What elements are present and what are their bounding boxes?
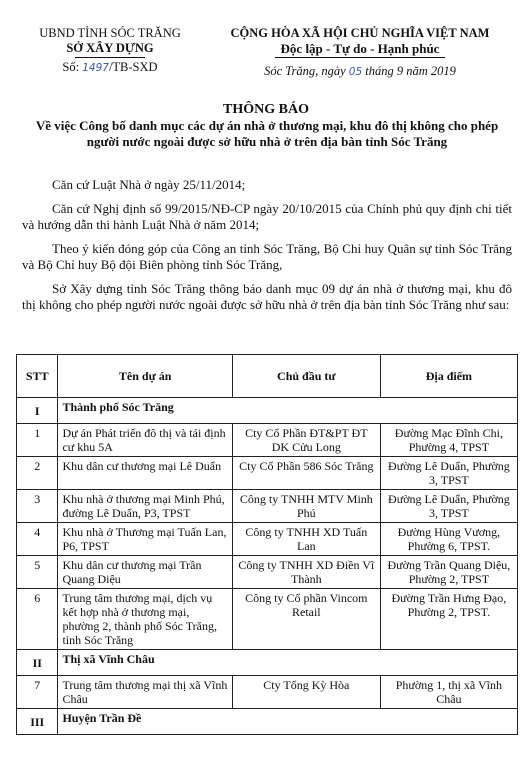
issue-date <box>200 64 520 80</box>
table-row <box>17 676 518 709</box>
date-day-handwritten: 05 <box>348 66 363 78</box>
doc-no-handwritten: 1497 <box>82 62 109 74</box>
motto-underline <box>275 57 445 58</box>
section-title: Thành phố Sóc Trăng <box>58 398 518 424</box>
row-investor: Công ty TNHH MTV Minh Phú <box>232 490 380 523</box>
row-investor: Công ty Cổ phần Vincom Retail <box>232 589 380 650</box>
row-location: Đường Mạc Đĩnh Chi, Phường 4, TPST <box>380 424 517 457</box>
section-row <box>17 650 518 676</box>
row-project-name: Trung tâm thương mại thị xã Vĩnh Châu <box>58 676 232 709</box>
row-stt: 5 <box>17 556 58 589</box>
row-location: Đường Trần Quang Diệu, Phường 2, TPST <box>380 556 517 589</box>
header-investor: Chủ đầu tư <box>232 355 380 398</box>
row-project-name: Khu dân cư thương mại Trần Quang Diệu <box>58 556 232 589</box>
row-stt: 1 <box>17 424 58 457</box>
doc-no-suffix: /TB-SXD <box>108 60 158 74</box>
table-row <box>17 490 518 523</box>
national-motto: Độc lập - Tự do - Hạnh phúc <box>280 41 440 56</box>
document-number <box>20 60 200 76</box>
header-project-name: Tên dự án <box>58 355 232 398</box>
section-number: III <box>17 709 58 735</box>
row-location: Đường Hùng Vương, Phường 6, TPST. <box>380 523 517 556</box>
row-investor: Công ty TNHH XD Điền Vĩ Thành <box>232 556 380 589</box>
section-title: Thị xã Vĩnh Châu <box>58 650 518 676</box>
document-subject: Về việc Công bố danh mục các dự án nhà ở thương mại, khu đô thị không cho phép người nước ngoài được sở hữu nhà ở trên địa bàn tỉnh Sóc Trăng <box>35 118 499 149</box>
country-name: CỘNG HÒA XÃ HỘI CHỦ NGHĨA VIỆT NAM <box>230 26 490 40</box>
table-row <box>17 457 518 490</box>
table-row <box>17 589 518 650</box>
row-investor: Cty Tổng Kỳ Hòa <box>232 676 380 709</box>
issuer-block <box>20 26 200 76</box>
section-title: Huyện Trần Đề <box>58 709 518 735</box>
paragraph-legal-basis-2: Căn cứ Nghị định số 99/2015/NĐ-CP ngày 20/10/2015 của Chính phủ quy định chi tiết và hướng dẫn thi hành Luật Nhà ở năm 2014; <box>22 201 512 232</box>
row-project-name: Khu nhà ở thương mại Minh Phú, đường Lê Duẩn, P3, TPST <box>58 490 232 523</box>
row-stt: 6 <box>17 589 58 650</box>
row-investor: Cty Cổ Phần ĐT&PT ĐT DK Cửu Long <box>232 424 380 457</box>
doc-no-prefix: Số: <box>62 60 83 74</box>
org-underline <box>75 57 145 58</box>
org-parent: UBND TỈNH SÓC TRĂNG <box>39 26 181 40</box>
section-number: II <box>17 650 58 676</box>
national-header <box>200 26 520 80</box>
table-header-row <box>17 355 518 398</box>
row-project-name: Khu nhà ở Thương mại Tuấn Lan, P6, TPST <box>58 523 232 556</box>
section-row <box>17 709 518 735</box>
header-stt: STT <box>17 355 58 398</box>
row-project-name: Dự án Phát triển đô thị và tái định cư khu 5A <box>58 424 232 457</box>
table-row <box>17 556 518 589</box>
document-title: THÔNG BÁO <box>223 102 309 117</box>
paragraph-announcement: Sở Xây dựng tỉnh Sóc Trăng thông báo danh mục 09 dự án nhà ở thương mại, khu đô thị không cho phép người nước ngoài được sở hữu nhà ở trên địa bàn tỉnh Sóc Trăng như sau: <box>22 281 512 312</box>
row-investor: Công ty TNHH XD Tuấn Lan <box>232 523 380 556</box>
row-stt: 7 <box>17 676 58 709</box>
row-location: Đường Lê Duẩn, Phường 3, TPST <box>380 457 517 490</box>
row-location: Phường 1, thị xã Vĩnh Châu <box>380 676 517 709</box>
row-investor: Cty Cổ Phần 586 Sóc Trăng <box>232 457 380 490</box>
paragraph-legal-basis-1: Căn cứ Luật Nhà ở ngày 25/11/2014; <box>52 177 246 192</box>
row-stt: 3 <box>17 490 58 523</box>
date-prefix: Sóc Trăng, ngày <box>264 64 349 78</box>
table-row <box>17 424 518 457</box>
row-location: Đường Lê Duẩn, Phường 3, TPST <box>380 490 517 523</box>
section-number: I <box>17 398 58 424</box>
row-project-name: Trung tâm thương mại, dịch vụ kết hợp nhà ở thương mại, phường 2, thành phố Sóc Trăng, tỉnh Sóc Trăng <box>58 589 232 650</box>
org-name: SỞ XÂY DỰNG <box>66 41 154 55</box>
row-stt: 4 <box>17 523 58 556</box>
row-stt: 2 <box>17 457 58 490</box>
date-suffix: tháng 9 năm 2019 <box>362 64 456 78</box>
header-location: Địa điểm <box>380 355 517 398</box>
paragraph-consultation: Theo ý kiến đóng góp của Công an tỉnh Sóc Trăng, Bộ Chỉ huy Quân sự tỉnh Sóc Trăng và Bộ Chỉ huy Bộ đội Biên phòng tỉnh Sóc Trăng, <box>22 241 512 272</box>
row-project-name: Khu dân cư thương mại Lê Duẩn <box>58 457 232 490</box>
table-row <box>17 523 518 556</box>
row-location: Đường Trần Hưng Đạo, Phường 2, TPST. <box>380 589 517 650</box>
project-table <box>16 354 518 735</box>
section-row <box>17 398 518 424</box>
